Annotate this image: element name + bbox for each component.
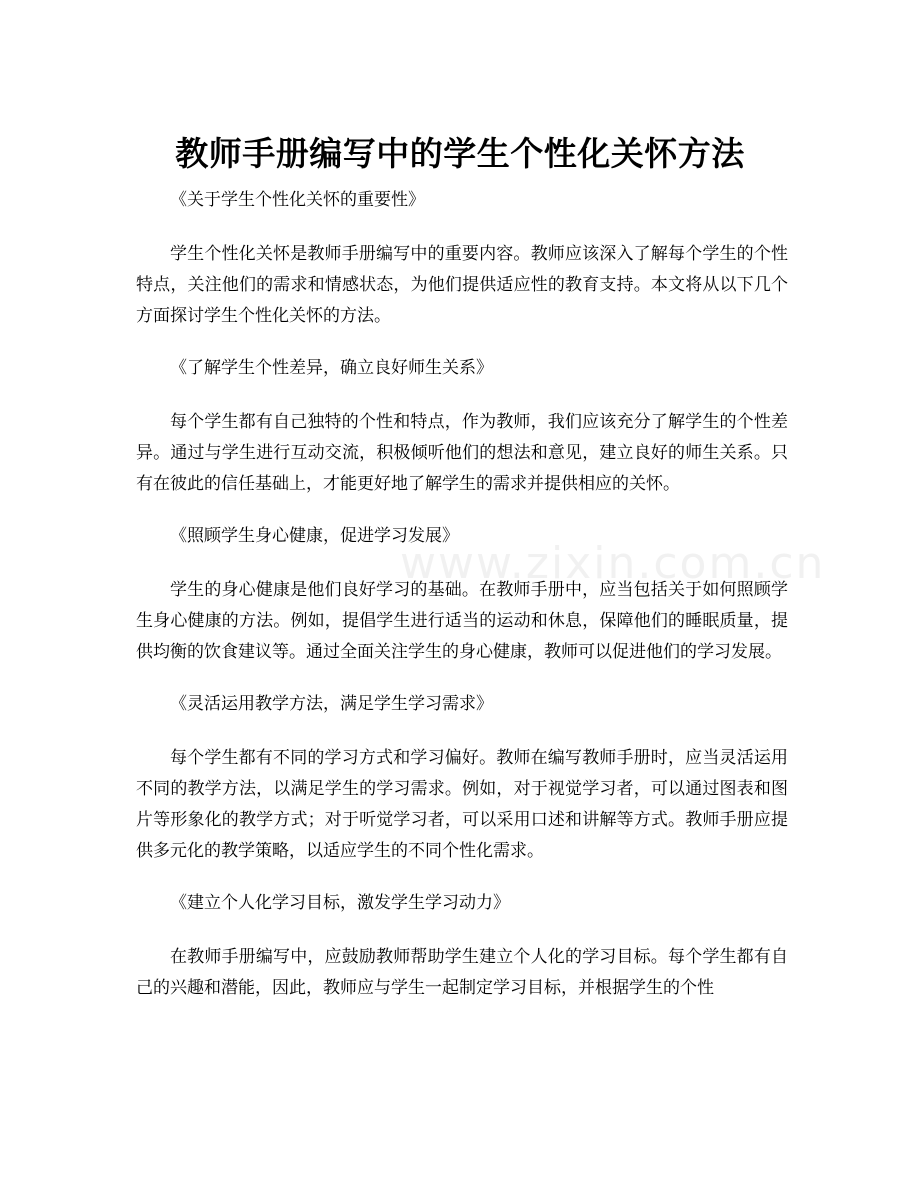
section-paragraph: 每个学生都有不同的学习方式和学习偏好。教师在编写教师手册时，应当灵活运用不同的教学方法，以满足学生的学习需求。例如，对于视觉学习者，可以通过图表和图片等形象化的教学方式；对于听觉学习者，可以采用口述和讲解等方式。教师手册应提供多元化的教学策略，以适应学生的不同个性化需求。 <box>136 748 788 861</box>
section-understand-differences <box>136 348 788 500</box>
document-body <box>136 180 788 1004</box>
section-heading: 《了解学生个性差异，确立良好师生关系》 <box>170 358 493 378</box>
section-paragraph: 每个学生都有自己独特的个性和特点，作为教师，我们应该充分了解学生的个性差异。通过与学生进行互动交流，积极倾听他们的想法和意见，建立良好的师生关系。只有在彼此的信任基础上，才能更好地了解学生的需求并提供相应的关怀。 <box>136 412 788 494</box>
section-heading: 《灵活运用教学方法，满足学生学习需求》 <box>170 694 493 714</box>
section-heading: 《建立个人化学习目标，激发学生学习动力》 <box>170 893 510 913</box>
section-heading: 《关于学生个性化关怀的重要性》 <box>170 190 425 210</box>
section-paragraph: 在教师手册编写中，应鼓励教师帮助学生建立个人化的学习目标。每个学生都有自己的兴趣和潜能，因此，教师应与学生一起制定学习目标，并根据学生的个性 <box>136 947 788 998</box>
watermark: www.zixin.com.cn <box>400 538 826 589</box>
section-paragraph: 学生个性化关怀是教师手册编写中的重要内容。教师应该深入了解每个学生的个性特点，关注他们的需求和情感状态，为他们提供适应性的教育支持。本文将从以下几个方面探讨学生个性化关怀的方法。 <box>136 244 788 326</box>
section-importance <box>136 180 788 332</box>
section-teaching-methods <box>136 684 788 867</box>
section-heading: 《照顾学生身心健康，促进学习发展》 <box>170 526 459 546</box>
section-health <box>136 516 788 668</box>
page-title: 教师手册编写中的学生个性化关怀方法 <box>175 134 745 174</box>
section-paragraph: 学生的身心健康是他们良好学习的基础。在教师手册中，应当包括关于如何照顾学生身心健康的方法。例如，提倡学生进行适当的运动和休息，保障他们的睡眠质量，提供均衡的饮食建议等。通过全面关注学生的身心健康，教师可以促进他们的学习发展。 <box>136 580 788 662</box>
section-learning-goals <box>136 883 788 1004</box>
